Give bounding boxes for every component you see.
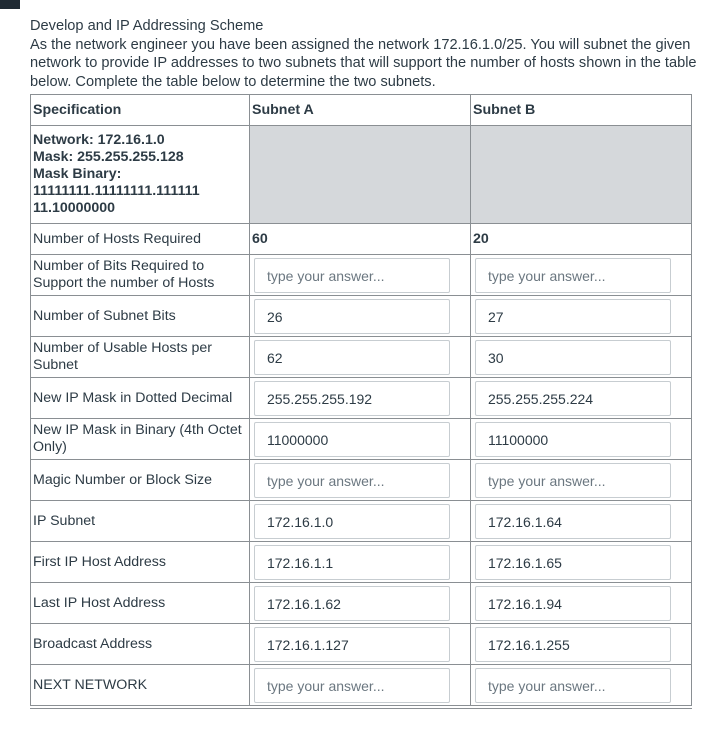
- subnet-a-answer-input[interactable]: [254, 340, 450, 375]
- hosts-required-label: Number of Hosts Required: [31, 224, 250, 255]
- network-info-subnet-a: [249, 126, 470, 224]
- answer-row: [31, 419, 692, 460]
- mask-binary-label: Mask Binary:: [33, 166, 122, 182]
- network-info-row: [31, 126, 692, 224]
- answer-row: [31, 501, 692, 542]
- subnet-a-cell: [249, 255, 470, 296]
- row-label: Last IP Host Address: [31, 583, 250, 624]
- subnet-a-answer-input[interactable]: [254, 504, 450, 539]
- subnet-a-cell: [249, 337, 470, 378]
- subnet-b-cell: [470, 419, 691, 460]
- answer-row: [31, 255, 692, 296]
- answer-row: [31, 665, 692, 706]
- subnet-b-answer-input[interactable]: [475, 258, 671, 293]
- subnet-b-answer-input[interactable]: [475, 340, 671, 375]
- subnet-b-cell: [470, 665, 691, 706]
- network-address: Network: 172.16.1.0: [33, 132, 165, 148]
- subnet-a-answer-input[interactable]: [254, 422, 450, 457]
- row-label: Number of Usable Hosts per Subnet: [31, 337, 250, 378]
- subnet-b-answer-input[interactable]: [475, 299, 671, 334]
- subnet-b-cell: [470, 296, 691, 337]
- subnet-b-cell: [470, 337, 691, 378]
- subnet-a-answer-input[interactable]: [254, 545, 450, 580]
- answer-row: [31, 460, 692, 501]
- hosts-required-subnet-b: 20: [470, 224, 691, 255]
- subnet-a-cell: [249, 624, 470, 665]
- subnet-a-cell: [249, 542, 470, 583]
- window-corner: [0, 0, 20, 9]
- subnet-a-cell: [249, 460, 470, 501]
- subnet-b-cell: [470, 460, 691, 501]
- subnet-a-answer-input[interactable]: [254, 463, 450, 498]
- subnet-b-answer-input[interactable]: [475, 586, 671, 621]
- subnet-a-answer-input[interactable]: [254, 381, 450, 416]
- subnet-b-answer-input[interactable]: [475, 545, 671, 580]
- header-subnet-a: Subnet A: [249, 95, 470, 126]
- subnet-b-answer-input[interactable]: [475, 381, 671, 416]
- subnet-b-cell: [470, 583, 691, 624]
- mask-binary-line1: 11111111.11111111.111111: [33, 183, 200, 199]
- row-label: Magic Number or Block Size: [31, 460, 250, 501]
- row-label: New IP Mask in Binary (4th Octet Only): [31, 419, 250, 460]
- subnet-b-cell: [470, 255, 691, 296]
- answer-row: [31, 337, 692, 378]
- subnet-b-cell: [470, 542, 691, 583]
- table-header-row: [31, 95, 692, 126]
- answer-row: [31, 542, 692, 583]
- subnet-b-cell: [470, 378, 691, 419]
- subnet-a-answer-input[interactable]: [254, 258, 450, 293]
- hosts-required-subnet-a: 60: [249, 224, 470, 255]
- subnet-a-cell: [249, 419, 470, 460]
- instructions: [30, 17, 706, 91]
- row-label: Broadcast Address: [31, 624, 250, 665]
- row-label: NEXT NETWORK: [31, 665, 250, 706]
- answer-row: [31, 624, 692, 665]
- row-label: New IP Mask in Dotted Decimal: [31, 378, 250, 419]
- answer-row: [31, 378, 692, 419]
- subnet-a-cell: [249, 583, 470, 624]
- subnet-b-answer-input[interactable]: [475, 504, 671, 539]
- answer-row: [31, 583, 692, 624]
- row-label: Number of Subnet Bits: [31, 296, 250, 337]
- instructions-paragraph: As the network engineer you have been assigned the network 172.16.1.0/25. You will subnet the given network to provide IP addresses to two subnets that will support the number of hosts shown in the table below. Complete the table below to determine the two subnets.: [30, 36, 697, 90]
- subnet-b-answer-input[interactable]: [475, 668, 671, 703]
- subnet-a-cell: [249, 665, 470, 706]
- subnet-b-cell: [470, 501, 691, 542]
- subnet-b-answer-input[interactable]: [475, 422, 671, 457]
- hosts-required-row: [31, 224, 692, 255]
- header-subnet-b: Subnet B: [470, 95, 691, 126]
- subnet-b-answer-input[interactable]: [475, 627, 671, 662]
- page-title: Develop and IP Addressing Scheme: [30, 18, 264, 34]
- subnet-a-answer-input[interactable]: [254, 299, 450, 334]
- row-label: First IP Host Address: [31, 542, 250, 583]
- table-bottom-border: [30, 708, 692, 709]
- row-label: Number of Bits Required to Support the number of Hosts: [31, 255, 250, 296]
- row-label: IP Subnet: [31, 501, 250, 542]
- network-info-cell: [31, 126, 250, 224]
- network-mask: Mask: 255.255.255.128: [33, 149, 184, 165]
- subnet-a-cell: [249, 296, 470, 337]
- subnet-b-answer-input[interactable]: [475, 463, 671, 498]
- subnet-a-answer-input[interactable]: [254, 668, 450, 703]
- mask-binary-line2: 11.10000000: [33, 200, 116, 216]
- subnet-table: [30, 94, 692, 706]
- answer-row: [31, 296, 692, 337]
- subnet-a-answer-input[interactable]: [254, 586, 450, 621]
- header-specification: Specification: [31, 95, 250, 126]
- subnet-b-cell: [470, 624, 691, 665]
- subnet-a-cell: [249, 501, 470, 542]
- subnet-a-cell: [249, 378, 470, 419]
- network-info-subnet-b: [470, 126, 691, 224]
- subnet-a-answer-input[interactable]: [254, 627, 450, 662]
